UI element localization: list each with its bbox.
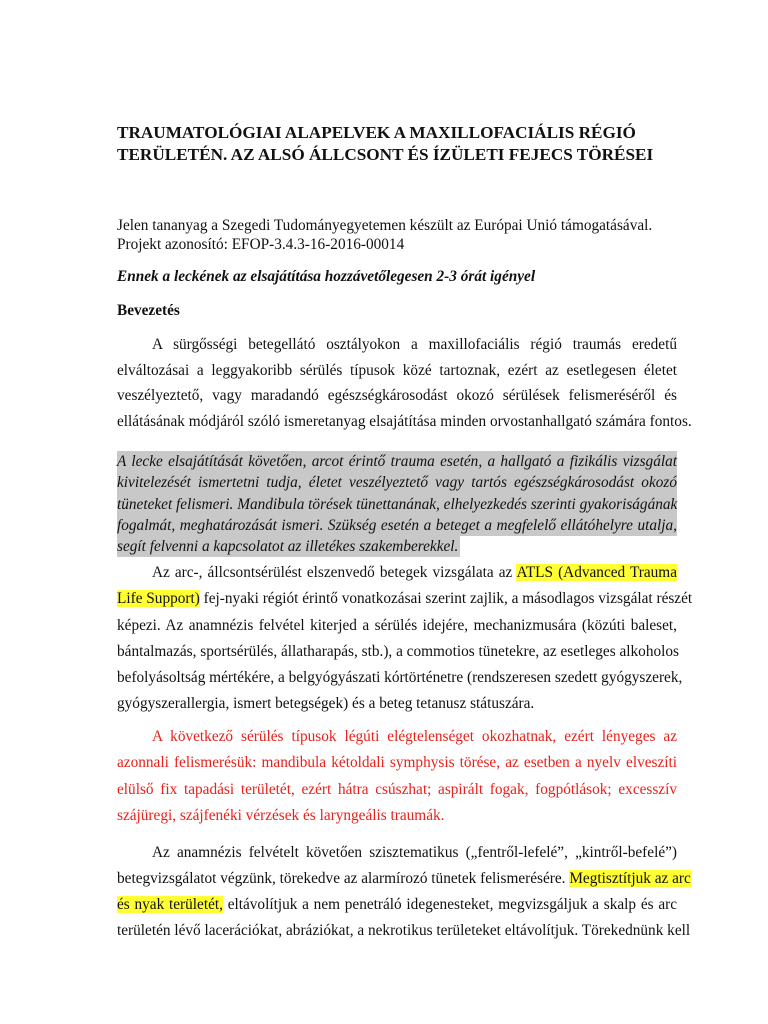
text-line: fogalmát, meghatározását ismeri. Szükség esetén a beteget a megfelelő ellátóhelyre utalja, <box>117 515 677 536</box>
text-line: képezi. Az anamnézis felvétel kiterjed a sérülés idejére, mechanizmusára (közúti baleset, <box>117 616 677 634</box>
paragraph-systematic-exam <box>117 840 691 944</box>
highlighted-atls: ATLS (Advanced Trauma <box>516 564 677 581</box>
funding-line: Jelen tananyag a Szegedi Tudományegyetemen készült az Európai Unió támogatásával. <box>117 217 653 234</box>
text-line <box>117 560 677 586</box>
text-run: fej-nyaki régiót érintő vonatkozásai szerint zajlik, a másodlagos vizsgálat részét <box>199 590 693 608</box>
text-line: területén lévő lacerációkat, abráziókat, a nekrotikus területeket eltávolítjuk. Törekednünk kell <box>117 922 691 939</box>
text-run: eltávolítjuk a nem penetráló idegenesteket, megvizsgáljuk a skalp és arc <box>222 896 677 913</box>
paragraph-learning-objectives <box>117 451 677 557</box>
paragraph-airway-warning <box>117 724 677 829</box>
section-heading-introduction: Bevezetés <box>117 302 180 319</box>
text-run: betegvizsgálatot végzünk, törekedve az alarmírozó tünetek felismerésére. <box>117 870 570 887</box>
highlighted-atls-cont: Life Support) <box>117 590 200 608</box>
text-line <box>117 866 691 892</box>
text-line <box>117 892 677 918</box>
text-line: veszélyeztető, vagy maradandó egészségkárosodást okozó sérülések felismeréséről és <box>117 387 677 404</box>
text-line: segít felvenni a kapcsolatot az illetékes szakemberekkel. <box>117 536 460 557</box>
text-line: tüneteket felismeri. Mandibula törések tünettanának, elhelyezkedés szerinti gyakoriságának <box>117 494 677 515</box>
text-line: befolyásoltság mértékére, a belgyógyászati kórtörténetre (rendszeresen szedett gyógyszerek, <box>117 669 683 687</box>
title-line-1: TRAUMATOLÓGIAI ALAPELVEK A MAXILLOFACIÁLIS RÉGIÓ <box>117 123 636 142</box>
project-id-line: Projekt azonosító: EFOP-3.4.3-16-2016-00014 <box>117 236 405 253</box>
text-line: elülső fix tapadási területét, ezért hátra csúszhat; aspirált fogak, fogpótlások; excesszív <box>117 780 677 798</box>
text-line: kivitelezését ismertetni tudja, életet veszélyeztető vagy tartós egészségkárosodást okozó <box>117 472 677 493</box>
text-line: A sürgősségi betegellátó osztályokon a maxillofaciális régió traumás eredetű <box>152 336 677 353</box>
study-time-note: Ennek a leckének az elsajátítása hozzávetőlegesen 2-3 órát igényel <box>117 268 536 285</box>
paragraph-examination <box>117 560 693 718</box>
text-line: A lecke elsajátítását követően, arcot érintő trauma esetén, a hallgató a fizikális vizsgálat <box>117 451 677 472</box>
funding-notice <box>117 216 652 254</box>
highlighted-cleaning: Megtisztítjuk az arc <box>569 870 691 887</box>
text-run: Az arc-, állcsontsérülést elszenvedő betegek vizsgálata az <box>152 564 517 581</box>
text-line <box>117 586 693 612</box>
document-title <box>117 122 677 166</box>
text-line: elváltozásai a leggyakoribb sérülés típusok közé tartoznak, ezért az esetlegesen életet <box>117 361 677 379</box>
highlighted-cleaning-cont: és nyak területét, <box>117 896 223 913</box>
paragraph-introduction <box>117 332 692 434</box>
text-line: szájüregi, szájfenéki vérzések és laryngeális traumák. <box>117 806 445 824</box>
title-line-2: TERÜLETÉN. AZ ALSÓ ÁLLCSONT ÉS ÍZÜLETI FEJECS TÖRÉSEI <box>117 145 654 164</box>
text-line: ellátásának módjáról szóló ismeretanyag elsajátítása minden orvostanhallgató számára fontos. <box>117 412 692 430</box>
text-line: azonnali felismerésük: mandibula kétoldali symphysis törése, az esetben a nyelv elveszíti <box>117 754 677 772</box>
text-line: A következő sérülés típusok légúti elégtelenséget okozhatnak, ezért lényeges az <box>152 728 677 745</box>
text-line: bántalmazás, sportsérülés, állatharapás, stb.), a commotios tünetekre, az esetleges alkoholos <box>117 642 679 660</box>
text-line: gyógyszerallergia, ismert betegségek) és a beteg tetanusz státuszára. <box>117 695 535 713</box>
text-line: Az anamnézis felvételt követően szisztematikus („fentről-lefelé”, „kintről-befelé”) <box>152 844 677 861</box>
